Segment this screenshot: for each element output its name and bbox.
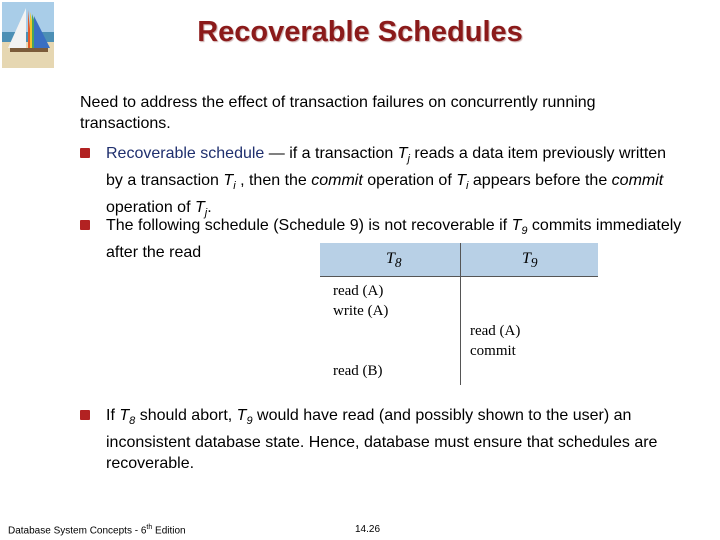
text-fragment: operation of (106, 199, 195, 217)
var-t9 (236, 407, 253, 428)
header-t8 (386, 250, 402, 271)
bullet-text (106, 405, 686, 474)
footer-book-title (8, 524, 186, 536)
t8-op-read-a: read (A) (333, 283, 384, 299)
var-subscript: 9 (246, 415, 253, 428)
header-letter: T (386, 250, 395, 267)
var-letter: T (194, 199, 205, 217)
text-fragment: If (106, 407, 120, 424)
t9-op-read-a: read (A) (470, 323, 521, 339)
var-ti (456, 172, 469, 193)
bullet-marker-icon (80, 410, 90, 420)
text-fragment: — if a transaction (264, 145, 398, 162)
header-letter: T (522, 250, 531, 267)
var-subscript: 8 (129, 415, 136, 428)
text-fragment: operation of (362, 172, 457, 190)
header-subscript: 9 (530, 255, 538, 271)
var-subscript: i (466, 180, 469, 193)
schedule-9-table (320, 243, 598, 385)
commit-word: commit (611, 172, 664, 190)
text-fragment: , then the (235, 172, 312, 190)
footer-sup: th (146, 524, 153, 531)
text-fragment: would have read (and possibly shown to the user) an inconsistent database state. Hence, database must ensure that schedules are recoverable. (106, 407, 658, 473)
var-letter: T (236, 407, 247, 424)
text-fragment: The following schedule (Schedule 9) is not recoverable if (106, 217, 512, 234)
text-fragment: reads a data item previously written by a transaction (106, 145, 667, 190)
bullet-marker-icon (80, 148, 90, 158)
var-letter: T (397, 145, 408, 162)
footer-text: Edition (152, 525, 186, 537)
var-t9 (511, 217, 528, 238)
var-ti (223, 172, 236, 193)
bullet-text (106, 143, 686, 225)
var-tj (194, 199, 208, 220)
t9-op-commit: commit (470, 343, 516, 359)
header-subscript: 8 (394, 255, 402, 271)
text-fragment: commits immediately after the read (106, 217, 682, 262)
var-subscript: 9 (521, 225, 528, 238)
text-fragment: appears before the (468, 172, 612, 190)
var-subscript: i (233, 180, 236, 193)
commit-word: commit (311, 172, 363, 190)
slide-title: Recoverable Schedules (197, 16, 523, 48)
text-fragment: should abort, (135, 407, 237, 424)
t8-op-read-b: read (B) (333, 363, 383, 379)
t8-op-write-a: write (A) (333, 303, 389, 319)
footer-text: Database System Concepts - 6 (8, 525, 147, 537)
header-divider (320, 276, 598, 277)
var-t8 (119, 407, 136, 428)
var-letter: T (119, 407, 130, 424)
var-tj (397, 145, 410, 166)
var-letter: T (456, 172, 466, 190)
var-letter: T (511, 217, 522, 234)
term-recoverable-schedule: Recoverable schedule (106, 145, 265, 162)
schedule-header (320, 243, 598, 276)
var-subscript: j (407, 153, 410, 166)
intro-text: Need to address the effect of transaction failures on concurrently running transactions. (80, 94, 596, 132)
text-fragment: . (207, 199, 212, 217)
footer-page-number: 14.26 (355, 524, 381, 535)
bullet-marker-icon (80, 220, 90, 230)
column-divider (460, 243, 461, 385)
header-t9 (522, 250, 538, 271)
var-letter: T (223, 172, 234, 190)
var-subscript: j (204, 207, 208, 220)
